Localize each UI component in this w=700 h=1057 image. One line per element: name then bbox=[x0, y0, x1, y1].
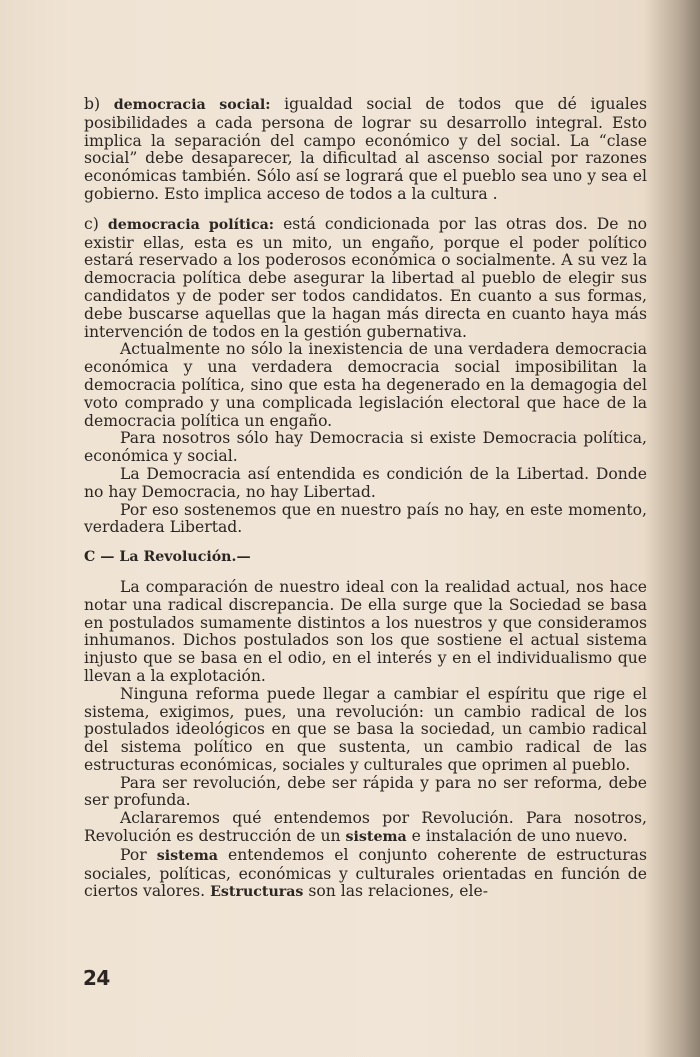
paragraph: Para ser revolución, debe ser rápida y para no ser reforma, debe ser profunda. bbox=[84, 773, 647, 810]
paragraph-definicion bbox=[84, 847, 647, 902]
term-democracia-politica: democracia política: bbox=[107, 216, 275, 233]
paragraph-text: son las relaciones, ele- bbox=[303, 882, 488, 901]
body-text bbox=[84, 96, 647, 902]
paragraph: Para nosotros sólo hay Democracia si existe Democracia política, económica y social. bbox=[84, 429, 647, 466]
section-heading-revolucion: C — La Revolución.— bbox=[84, 549, 251, 566]
page-number: 24 bbox=[83, 966, 110, 990]
paragraph: Actualmente no sólo la inexistencia de una verdadera democracia económica y una verdadera democracia social imposibilitan la democracia política, sino que esta ha degenerado en la demagogia del voto comprado y una complicada legislación electoral que hace de la democracia política un engaño. bbox=[84, 340, 647, 430]
term-sistema: sistema bbox=[345, 829, 407, 846]
paragraph-text: está condicionada por las otras dos. De no existir ellas, esta es un mito, un engaño, porque el poder político estará reservado a los poderosos económica o socialmente. A su vez la democracia política debe asegurar la libertad al pueblo de elegir sus candidatos y de poder ser todos candidatos. En cuanto a sus formas, debe buscarse aquellas que la hagan más directa en cuanto haya más intervención de todos en la gestión gubernativa. bbox=[84, 214, 648, 341]
term-democracia-social: democracia social: bbox=[113, 97, 271, 113]
paragraph: Ninguna reforma puede llegar a cambiar el espíritu que rige el sistema, exigimos, pues, una revolución: un cambio radical de los postulados ideológicos en que se basa la sociedad, un cambio radical del sistema político en que sustenta, un cambio radical de las estructuras económicas, sociales y culturales que oprimen al pueblo. bbox=[84, 684, 647, 774]
paragraph-democracia-social bbox=[84, 96, 647, 204]
paragraph-text: Por bbox=[120, 845, 157, 864]
paragraph: La comparación de nuestro ideal con la realidad actual, nos hace notar una radical discrepancia. De ella surge que la Sociedad se basa en postulados sumamente distintos a los nuestros y que consideramos inhumanos. Dichos postulados son los que sostiene el actual sistema injusto que se basa en el odio, en el interés y en el individualismo que llevan a la explotación. bbox=[84, 577, 647, 685]
term-sistema: sistema bbox=[156, 847, 218, 864]
paragraph-sistema bbox=[84, 810, 647, 847]
paragraph: La Democracia así entendida es condición de la Libertad. Donde no hay Democracia, no hay Libertad. bbox=[84, 464, 647, 501]
paragraph-text: entendemos el conjunto coherente de estructuras sociales, políticas, económicas y culturales orientadas en función de ciertos valores. bbox=[84, 845, 647, 901]
term-estructuras: Estructuras bbox=[210, 884, 304, 901]
paragraph-text: igualdad social de todos que dé iguales posibilidades a cada persona de lograr su desarrollo integral. Esto implica la separación del campo económico y del social. La “clase social” debe desaparecer, la dificultad al ascenso social por razones económicas también. Sólo así se logrará que el pueblo sea uno y sea el gobierno. Esto implica acceso de todos a la cultura . bbox=[84, 95, 647, 203]
paragraph: Por eso sostenemos que en nuestro país no hay, en este momento, verdadera Libertad. bbox=[84, 500, 647, 537]
list-marker-c: c) bbox=[84, 214, 99, 233]
paragraph-text: Aclararemos qué entendemos por Revolución. Para nosotros, Revolución es destrucción de un bbox=[84, 809, 647, 846]
paragraph-text: e instalación de uno nuevo. bbox=[406, 827, 628, 846]
paragraph-democracia-politica bbox=[84, 216, 647, 342]
list-marker-b: b) bbox=[84, 95, 101, 113]
